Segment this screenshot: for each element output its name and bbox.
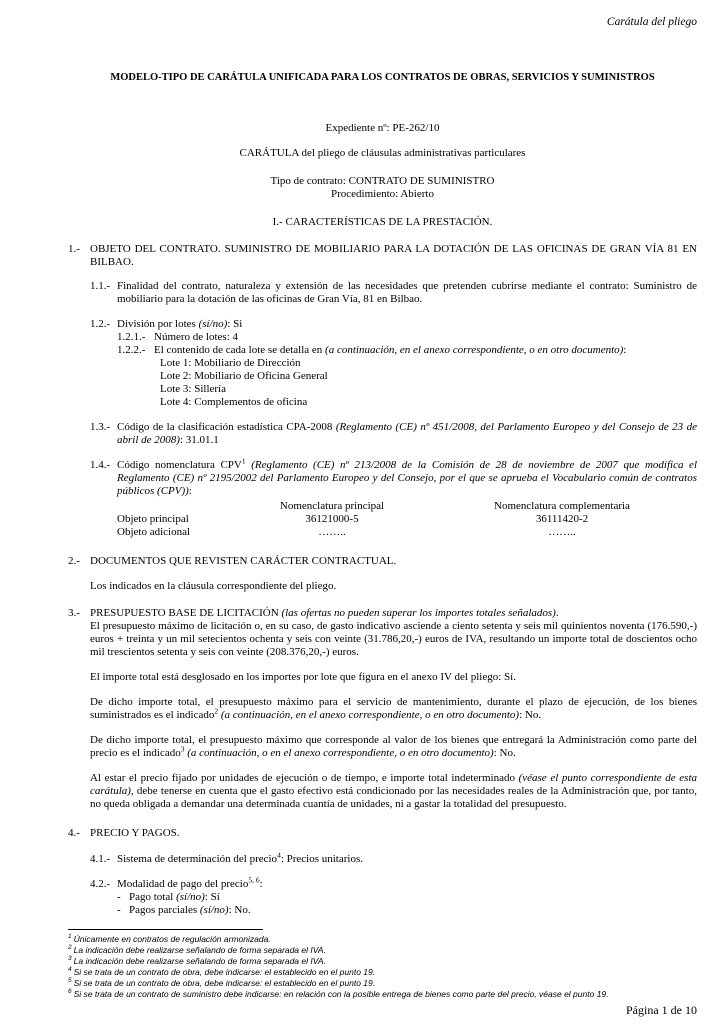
item-1-2	[90, 318, 697, 331]
header-caption: Carátula del pliego	[606, 16, 697, 28]
item-1-3-text: Código de la clasificación estadística CPA-2008 (Reglamento (CE) nº 451/2008, del Parlamento Europeo y del Consejo de 23 de abril de 2008): 31.01.1	[117, 421, 697, 446]
item-1-4-number: 1.4.-	[90, 459, 111, 471]
item-1-2-2-text: El contenido de cada lote se detalla en (a continuación, en el anexo correspondiente, o en otro documento):	[154, 344, 627, 356]
pago-total-text: Pago total (sí/no): Sí	[129, 891, 220, 903]
lote-2-line: Lote 2: Mobiliario de Oficina General	[160, 370, 328, 382]
footnote-3	[68, 956, 697, 967]
footnote-4-text: Si se trata de un contrato de obra, debe indicarse: el establecido en el punto 19.	[73, 967, 376, 977]
item-4-2	[90, 875, 697, 891]
lote-3-line: Lote 3: Sillería	[160, 383, 226, 395]
item-1-2-2	[117, 344, 697, 357]
item-4-2-pago-total	[117, 891, 697, 904]
cpv-row-label: Objeto adicional	[117, 526, 191, 538]
item-4-number: 4.-	[68, 827, 80, 839]
item-1-3	[90, 421, 697, 447]
item-4-2-text: Modalidad de pago del precio$^{5, 6}$:	[117, 875, 263, 890]
footnote-separator	[68, 929, 263, 930]
expediente-line: Expediente nº: PE-262/10	[325, 122, 440, 134]
cpv-col-complementaria-header: Nomenclatura complementaria	[494, 500, 630, 512]
footnote-4	[68, 967, 697, 978]
unit-price-note-paragraph: Al estar el precio fijado por unidades de ejecución o de tiempo, e importe total indeterminado (véase el punto correspondiente de esta carátula), debe tenerse en cuenta que el gasto efectivo está condicionado por las necesidades reales de la Administración que, por tanto, no queda obligada a demandar una determinada cuantía de unidades, ni a gastar la totalidad del presupuesto.	[90, 772, 698, 810]
item-1-text: OBJETO DEL CONTRATO. SUMINISTRO DE MOBILIARIO PARA LA DOTACIÓN DE LAS OFICINAS DE GRAN VÍA 81 EN BILBAO.	[90, 243, 697, 268]
cpv-value-complementaria: ……..	[548, 526, 576, 538]
item-1-2-number: 1.2.-	[90, 318, 111, 330]
dash-bullet: -	[117, 904, 121, 916]
item-3-text: PRESUPUESTO BASE DE LICITACIÓN (las ofertas no pueden superar los importes totales señalados).	[90, 607, 559, 619]
cpv-header-row	[117, 500, 697, 513]
footnote-2	[68, 945, 697, 956]
lot-breakdown-paragraph: El importe total está desglosado en los importes por lote que figura en el anexo IV del pliego: Sí.	[90, 671, 516, 683]
item-2-text: DOCUMENTOS QUE REVISTEN CARÁCTER CONTRACTUAL.	[90, 555, 397, 567]
item-1-1	[90, 280, 697, 306]
footnote-6-text: Si se trata de un contrato de suministro debe indicarse: en relación con la posible entrega de bienes como parte del precio, véase el punto 19.	[73, 989, 609, 999]
footnote-1	[68, 934, 697, 945]
cpv-row-objeto-principal	[117, 513, 697, 526]
footnote-6-marker: 6	[68, 988, 72, 996]
section-1-heading: I.- CARACTERÍSTICAS DE LA PRESTACIÓN.	[272, 216, 493, 228]
item-2-number: 2.-	[68, 555, 80, 567]
item-4	[68, 827, 697, 840]
pagos-parciales-text: Pagos parciales (sí/no): No.	[129, 904, 251, 916]
dash-bullet: -	[117, 891, 121, 903]
cpv-row-label: Objeto principal	[117, 513, 189, 525]
item-1-2-1-text: Número de lotes: 4	[154, 331, 239, 343]
goods-value-paragraph: De dicho importe total, el presupuesto máximo que corresponde al valor de los bienes que entregará la Administración como parte del precio es el indicado$^3$ (a continuación, o en el anexo correspondiente, o en otro documento): No.	[90, 734, 697, 759]
item-1-2-1	[117, 331, 697, 344]
item-1-2-2-number: 1.2.2.-	[117, 344, 146, 356]
item-1-3-number: 1.3.-	[90, 421, 111, 433]
item-4-text: PRECIO Y PAGOS.	[90, 827, 180, 839]
cpv-value-principal: 36121000-5	[305, 513, 359, 525]
lote-4-line: Lote 4: Complementos de oficina	[160, 396, 308, 408]
cpv-value-principal: ……..	[318, 526, 346, 538]
footnote-5-marker: 5	[68, 977, 72, 985]
caratula-line: CARÁTULA del pliego de cláusulas administrativas particulares	[239, 147, 526, 159]
maintenance-budget-paragraph: De dicho importe total, el presupuesto máximo para el servicio de mantenimiento, durante el plazo de ejecución, de los bienes suministrados es el indicado$^2$ (a continuación, en el anexo correspondiente, o en otro documento): No.	[90, 696, 697, 721]
footnote-2-text: La indicación debe realizarse señalando de forma separada el IVA.	[73, 945, 326, 955]
cpv-row-objeto-adicional	[117, 526, 697, 539]
item-4-2-pagos-parciales	[117, 904, 697, 917]
lote-1-line: Lote 1: Mobiliario de Dirección	[160, 357, 301, 369]
footnote-1-text: Únicamente en contratos de regulación armonizada.	[73, 934, 271, 944]
footnote-1-marker: 1	[68, 933, 72, 941]
cpv-table	[117, 500, 697, 539]
cpv-header-spacer	[117, 500, 237, 513]
page-number: Página 1 de 10	[626, 1003, 697, 1017]
item-2	[68, 555, 697, 568]
item-1-4	[90, 456, 697, 498]
footnotes	[68, 929, 697, 1000]
procedure-line: Procedimiento: Abierto	[331, 188, 434, 200]
item-3	[68, 607, 697, 620]
contract-type-line: Tipo de contrato: CONTRATO DE SUMINISTRO	[270, 175, 495, 187]
item-2-paragraph: Los indicados en la cláusula correspondiente del pliego.	[90, 580, 337, 592]
item-1-number: 1.-	[68, 243, 80, 255]
item-1-1-number: 1.1.-	[90, 280, 111, 292]
footnote-4-marker: 4	[68, 966, 72, 974]
item-4-1-text: Sistema de determinación del precio$^4$: Precios unitarios.	[117, 850, 363, 865]
item-4-2-number: 4.2.-	[90, 878, 111, 890]
item-1-2-1-number: 1.2.1.-	[117, 331, 146, 343]
footnote-5-text: Si se trata de un contrato de obra, debe indicarse: el establecido en el punto 19.	[73, 978, 376, 988]
cpv-col-principal-header: Nomenclatura principal	[279, 500, 385, 512]
footnote-5	[68, 978, 697, 989]
item-3-number: 3.-	[68, 607, 80, 619]
item-1	[68, 243, 697, 269]
document-title: MODELO-TIPO DE CARÁTULA UNIFICADA PARA LOS CONTRATOS DE OBRAS, SERVICIOS Y SUMINISTROS	[110, 72, 655, 83]
footnote-3-marker: 3	[68, 955, 72, 963]
item-4-1-number: 4.1.-	[90, 853, 111, 865]
item-1-4-text: Código nomenclatura CPV$^1$ (Reglamento (CE) nº 213/2008 de la Comisión de 28 de noviembre de 2007 que modifica el Reglamento (CE) nº 2195/2002 del Parlamento Europeo y del Consejo, por el que se aprueba el Vocabulario común de contratos públicos (CPV)):	[117, 456, 697, 497]
footnote-6	[68, 989, 697, 1000]
item-1-1-text: Finalidad del contrato, naturaleza y extensión de las necesidades que pretenden cubrirse mediante el contrato: Suministro de mobiliario para la dotación de las oficinas de Gran Vía, 81 en Bilbao.	[117, 280, 697, 305]
item-1-2-text: División por lotes (sí/no): Si	[117, 318, 243, 330]
item-4-1	[90, 850, 697, 866]
footnote-3-text: La indicación debe realizarse señalando de forma separada el IVA.	[73, 956, 326, 966]
cpv-value-complementaria: 36111420-2	[535, 513, 589, 525]
budget-paragraph: El presupuesto máximo de licitación o, en su caso, de gasto indicativo asciende a ciento setenta y seis mil quinientos noventa (176.590,-) euros + treinta y un mil setecientos ochenta y seis con veinte (31.786,20,-) euros de IVA, resultando un importe total de doscientos ocho mil trescientos setenta y seis con veinte (208.376,20,-) euros.	[90, 620, 697, 658]
footnote-2-marker: 2	[68, 944, 72, 952]
